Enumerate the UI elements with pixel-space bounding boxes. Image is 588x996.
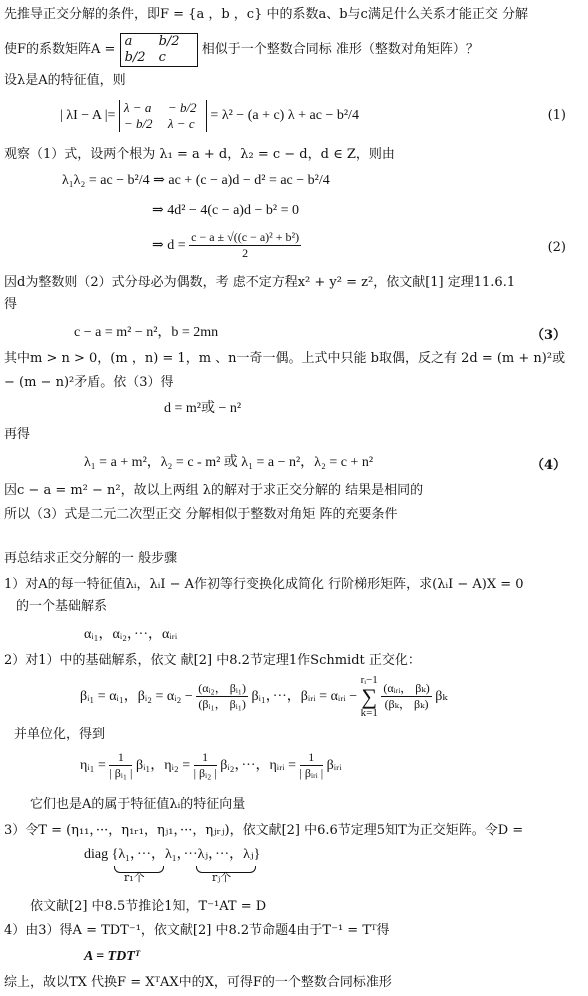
equation-1 — [60, 98, 359, 134]
unit-fraction-3-den: | βᵢᵣᵢ | — [299, 766, 324, 781]
line-7: ⇒ 4d² − 4(c − a)d − b² = 0 — [152, 203, 299, 218]
line-10: 得 — [4, 297, 18, 312]
equation-1-tag: (1) — [547, 108, 566, 123]
brace-r1-label: r₁个 — [124, 871, 145, 884]
unit-fraction-3 — [300, 750, 324, 781]
equation-3-tag: （3） — [530, 328, 566, 343]
fraction-d-den: 2 — [242, 246, 249, 261]
line-19: 再总结求正交分解的一 般步骤 — [4, 551, 178, 566]
schmidt-fraction-2-num: (αᵢᵣᵢ， βₖ) — [383, 681, 430, 696]
equation-2-tag: (2) — [547, 240, 566, 255]
line-33: 综上，故以TX 代换F = XᵀAX中的X，可得F的一个整数合同标准形 — [4, 975, 392, 990]
line-5: 观察（1）式，设两个根为 λ₁ = a + d，λ₂ = c − d，d ∈ Z，则由 — [4, 147, 395, 162]
matrix-lambda — [119, 100, 207, 132]
line-8 — [152, 226, 301, 266]
schmidt-fraction-1-den: (βᵢ₁， βᵢ₁) — [198, 697, 246, 712]
line-2-prefix: 使F的系数矩阵A = — [4, 42, 116, 57]
fraction-d-num: c − a ± √((c − a)² + b²) — [191, 230, 300, 245]
matrix-a-r2c1: b/2 — [124, 49, 146, 65]
line-16: λ₁ = a + m²，λ₂ = c - m² 或 λ₁ = a − n²，λ₂ = c + n² — [84, 455, 374, 470]
line-3: 设λ是A的特征值，则 — [4, 73, 126, 88]
line-17: 因c − a = m² − n²，故以上两组 λ的解对于求正交分解的 结果是相同的 — [4, 483, 424, 498]
matrix-a-r1c2: b/2 — [158, 33, 180, 49]
line-31: 4）由3）得A = TDT⁻¹，依文献[2] 中8.2节命题4由于T⁻¹ = Tᵀ得 — [4, 923, 390, 938]
line-2-suffix: 相似于一个整数合同标 准形（整数对角矩阵）？ — [201, 42, 479, 57]
line-29: diag {λ₁，···，λ₁，···λⱼ，···，λⱼ} — [84, 847, 261, 862]
line-9: 因d为整数则（2）式分母必为偶数，考 虑不定方程x² + y² = z²，依文献[1] 定理11.6.1 — [4, 275, 516, 290]
line-1: 先推导正交分解的条件，即F = {a ，b ，c} 中的系数a、b与c满足什么关系才能正交 分解 — [4, 7, 528, 22]
unit-part-3: βᵢ₂，···，ηᵢᵣᵢ = — [220, 758, 296, 773]
line-21: 的一个基础解系 — [16, 599, 108, 614]
line-23: 2）对1）中的基础解系，依文 献[2] 中8.2节定理1作Schmidt 正交化： — [4, 653, 421, 668]
line-14: d = m²或 − n² — [164, 401, 242, 416]
sum-sign: ∑ — [361, 683, 378, 709]
unit-fraction-2 — [194, 750, 217, 781]
matrix-l-r1c2: − b/2 — [167, 99, 197, 115]
line-6: λ₁λ₂ = ac − b²/4 ⇒ ac + (c − a)d − d² = ac − b²/4 — [62, 173, 330, 188]
brace-rj-label: rⱼ个 — [212, 871, 232, 884]
schmidt-formula — [80, 674, 448, 720]
unit-part-2: βᵢ₁，ηᵢ₂ = — [135, 758, 191, 773]
equation-1-rhs: = λ² − (a + c) λ + ac − b²/4 — [210, 108, 359, 123]
line-8-lhs: ⇒ d = — [152, 238, 186, 253]
line-28: 3）令T = (η₁₁，···，η₁ᵣ₁，ηⱼ₁，···，ηⱼᵣⱼ)，依文献[2] 中6.6节定理5知T为正交矩阵。令D = — [4, 823, 524, 838]
line-18: 所以（3）式是二元二次型正交 分解相似于整数对角矩 阵的充要条件 — [4, 507, 398, 522]
line-2 — [4, 32, 479, 68]
matrix-a-r2c2: c — [158, 49, 166, 65]
line-11: c − a = m² − n²，b = 2mn — [74, 325, 219, 340]
unit-part-4: βᵢᵣᵢ — [326, 758, 342, 773]
unit-part-1: ηᵢ₁ = — [80, 758, 106, 773]
matrix-l-r1c1: λ − a — [123, 99, 152, 115]
unit-fraction-1 — [109, 750, 132, 781]
line-30: 依文献[2] 中8.5节推论1知，T⁻¹AT = D — [30, 899, 267, 914]
sum-upper: rᵢ−1 — [360, 673, 378, 686]
unit-fraction-3-num: 1 — [300, 750, 324, 766]
equation-4-tag: （4） — [530, 458, 566, 473]
schmidt-part-1: βᵢ₁ = αᵢ₁，βᵢ₂ = αᵢ₂ − — [80, 689, 193, 704]
unit-formula — [80, 746, 342, 786]
unit-fraction-2-den: | βᵢ₂ | — [193, 766, 217, 781]
schmidt-fraction-2-den: (βₖ， βₖ) — [384, 697, 429, 712]
line-15: 再得 — [4, 427, 31, 442]
unit-fraction-1-num: 1 — [109, 750, 132, 766]
equation-1-lhs: | λI − A |= — [60, 108, 116, 123]
line-13: − (m − n)²矛盾。依（3）得 — [4, 375, 174, 390]
line-25: 并单位化，得到 — [14, 727, 106, 742]
line-12: 其中m > n > 0，(m ，n) = 1，m 、n一奇一偶。上式中只能 b取偶，反之有 2d = (m + n)²或 — [4, 351, 566, 366]
line-32: A = TDTᵀ — [84, 949, 140, 964]
unit-fraction-1-den: | βᵢ₁ | — [109, 766, 133, 781]
schmidt-fraction-2 — [381, 681, 431, 712]
matrix-l-r2c1: − b/2 — [123, 115, 153, 131]
schmidt-fraction-1-num: (αᵢ₂， βᵢ₁) — [198, 681, 246, 696]
schmidt-part-3: βₖ — [435, 689, 448, 704]
line-22: αᵢ₁，αᵢ₂，···，αᵢᵣᵢ — [84, 627, 178, 642]
schmidt-fraction-1 — [196, 681, 248, 712]
schmidt-sum — [361, 675, 378, 719]
sum-lower: k=1 — [360, 706, 378, 719]
schmidt-part-2: βᵢ₁，···，βᵢᵣᵢ = αᵢᵣᵢ − — [251, 689, 358, 704]
matrix-l-r2c2: λ − c — [167, 115, 195, 131]
matrix-a-r1c1: a — [124, 33, 133, 49]
matrix-a — [120, 33, 198, 67]
fraction-d — [189, 230, 301, 261]
line-27: 它们也是A的属于特征值λᵢ的特征向量 — [30, 797, 246, 812]
unit-fraction-2-num: 1 — [194, 750, 217, 766]
line-20: 1）对A的每一特征值λᵢ，λᵢI − A作初等行变换化成简化 行阶梯形矩阵，求(λᵢI − A)X = 0 — [4, 577, 524, 592]
